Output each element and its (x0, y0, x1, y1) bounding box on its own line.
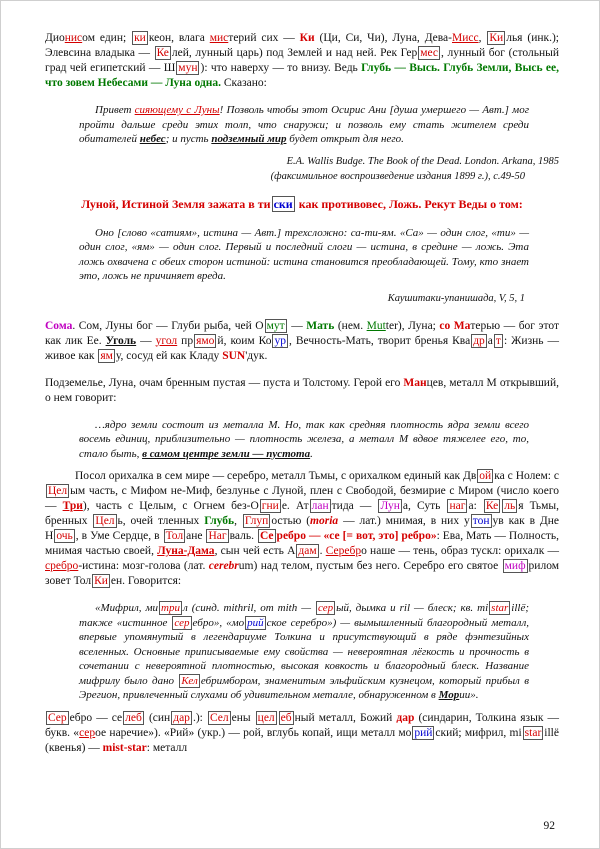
text-run: ым часть, с Мифом не-Миф, безлунье с Луной, плен с Свободой, безмирие с Миром (число коего — (45, 485, 562, 512)
text-run: Три (62, 500, 83, 512)
text-run: лья (инк.); Элевсина владыка — (45, 32, 562, 59)
paragraph-sereb (45, 711, 562, 756)
text-run: терий сих — (228, 32, 300, 44)
text-run: (нем. (334, 319, 367, 332)
text-run: ный металл, Божий (294, 711, 397, 724)
text-run: ане (186, 530, 206, 542)
text-run: Глуп (244, 515, 269, 527)
text-run: леб (125, 711, 142, 724)
text-run: E.A. Wallis Budge. The Book of the Dead. London. Arkana, 1985 (286, 155, 559, 167)
text-run: — лат.) мнимая, в них у (338, 515, 470, 527)
text-run: mist (102, 741, 124, 754)
text-run: кеон, влага (148, 32, 210, 44)
text-run: . Сом, Луны бог — Глуби рыба, чей О (72, 319, 264, 332)
text-run: сер (79, 726, 96, 739)
text-run: Сер (48, 711, 67, 724)
text-run: очь (56, 530, 73, 542)
text-run: Кел (181, 674, 198, 687)
text-run: ии». (459, 689, 479, 701)
paragraph-red-heading (45, 197, 559, 212)
text-run: ), часть с Целым, с Огнем без-О (82, 500, 259, 512)
text-run: мут (266, 319, 285, 332)
text-run: Се (259, 530, 274, 542)
text-run: ое наречие»). «Рий» (укр.) — рой, вглубь копай, ищи металл мо (95, 726, 412, 739)
text-run: ски (273, 196, 293, 211)
text-run: Сказано: (221, 77, 267, 89)
text-run: ебро — се (69, 711, 123, 724)
text-run: moria (310, 515, 339, 527)
text-run: — (287, 319, 307, 332)
text-run: - (123, 741, 128, 754)
text-run: рий (247, 616, 264, 629)
text-run: миф (504, 560, 526, 572)
text-run: : металл (146, 741, 188, 754)
text-run: , (234, 515, 242, 527)
text-run: ское серебро») — вымышленный благородный металл, впервые упомянутый в легендариуме Толкина и присутствующий в ряде фэнтезийных вселенных. Основные приписываемые ему свойства — невероятная лёгкость и прочность в сочетании с невероятной плотностью, высокая ковкость и благородный блеск. Название мифрилу было дано (79, 616, 532, 687)
text-run: Привет (95, 104, 135, 116)
text-run: ; и пусть (165, 133, 212, 145)
text-run: Оно [слово «сатиям», истина — Авт.] трехсложно: са-ти-ям. «Са» — один слог, «ти» — один слог, «ям» — один слог. Первый и последний слоги — истина, в средине — ложь. Эта ложь охвачена с обеих сторон истиной: истина становится преобладающей. Тому, кто знает это, ложь не причиняет вреда. (79, 226, 532, 282)
text-run: Глубь — Высь. Глубь Земли, Высь ее, что зовем Небесами — Луна одна. (45, 62, 562, 89)
paragraph-mithril-quote (79, 601, 532, 703)
text-run: «Мифрил, ми (95, 602, 159, 614)
text-run: Ке (156, 47, 169, 59)
text-run: ямо (196, 334, 215, 347)
text-run: star (524, 726, 542, 739)
text-run: . (310, 447, 313, 460)
text-run: . (319, 545, 326, 557)
text-run: валь. (229, 530, 257, 542)
text-run: угол (155, 334, 178, 347)
text-run: ! Позволь чтобы этот Осирис Ани [душа умершего — Авт.] мог пройти дальше среди этих толп, что снаружи; и позволь ему стать жителем среди обитателей (79, 104, 532, 145)
paragraph-budge-source-line1 (45, 155, 559, 168)
text-run: Посол орихалка в сем мире — серебро, металл Тьмы, с орихалком единый как Дв (75, 470, 477, 482)
paragraph-mancev (45, 376, 562, 406)
paragraph-soma (45, 319, 562, 364)
text-run: Ке (485, 500, 499, 512)
text-run: енья) — (59, 741, 103, 754)
text-run: дар (173, 711, 190, 724)
text-run: три (161, 602, 180, 614)
text-run: цел (257, 711, 275, 724)
text-run: Серебр (325, 545, 362, 557)
text-run: , сын чей есть А (214, 545, 296, 557)
text-run: Луной, Истиной Земля зажата в ти (81, 196, 271, 211)
text-run: Ки (489, 32, 504, 44)
text-run: о наше — тень, образ тускл: орихалк — (361, 545, 562, 557)
text-run: еб (280, 711, 292, 724)
text-run: тон (472, 515, 490, 527)
text-run: ены (231, 711, 255, 724)
text-run: мис (209, 32, 229, 44)
text-run: (син (144, 711, 171, 724)
text-run: ур (274, 334, 286, 347)
text-run: Тол (165, 530, 184, 542)
text-run: лан (311, 500, 329, 512)
text-run: Луна-Дама (157, 545, 215, 557)
text-run: cerebr (208, 560, 239, 572)
text-run: нис (64, 32, 83, 44)
text-run: тида — (331, 500, 378, 512)
text-run: рилом зовет Тол (45, 560, 562, 587)
text-run: ям (100, 349, 113, 362)
text-run: сребро (45, 560, 79, 572)
text-run: как противовес, Ложь. Рекут Веды о том: (295, 196, 523, 211)
paragraph-orichalcum (45, 469, 562, 589)
text-run: ка с Нолем: с (494, 470, 562, 482)
text-run: ен. Говорится: (110, 575, 182, 587)
text-run: ль (504, 500, 516, 512)
text-run: гни (261, 500, 279, 512)
text-run: ский; мифрил, mi (435, 726, 522, 739)
paragraph-veda-quote (79, 226, 532, 284)
text-run: ки (134, 32, 146, 44)
text-run: небес (139, 133, 166, 145)
text-run: (факсимильное воспроизведение издания 1899 г.), с.49-50 (270, 170, 525, 182)
text-run: Глубь (204, 515, 235, 527)
text-run: л (синд. mithril, от mith — (182, 602, 315, 614)
text-run: подземный мир (211, 133, 287, 145)
text-run: сер (174, 616, 190, 629)
text-run: дар (396, 711, 415, 724)
text-run: , в Уме Сердце, в (75, 530, 163, 542)
text-run: т (495, 334, 501, 347)
text-run: сияющему с Луны (134, 104, 220, 116)
page-number: 92 (543, 820, 555, 832)
text-run: ый, дымка и ril — блеск; кв. mi (336, 602, 489, 614)
text-run: .): (192, 711, 207, 724)
text-run: цев, металл М открывший, о нем говорит: (45, 376, 562, 404)
text-run: мун (178, 62, 198, 74)
text-run: …ядро земли состоит из металла М. Но, так как средняя плотность ядра земли всего восемь единиц, приблизительно — плотность железа, а металл М вдвое тяжелее его, то, стало быть, (79, 418, 532, 460)
text-run: Цел (48, 485, 68, 497)
text-run: : Ева, Мать — Полность, мнимая частью своей, (45, 530, 562, 557)
text-run: , лунный бог (стольный град чей египетский — Ш (45, 47, 562, 74)
text-run: а: (468, 500, 483, 512)
text-run: Мисс (452, 32, 479, 44)
text-run: сер (317, 602, 334, 614)
text-run: Цел (95, 515, 115, 527)
text-run: Дио (45, 32, 65, 44)
text-run: Уголь (105, 334, 137, 347)
text-run: остью ( (271, 515, 311, 527)
text-run: Мать (306, 319, 335, 332)
text-run: , (478, 32, 487, 44)
text-run: рий (414, 726, 433, 739)
text-run: ): что наверху — то внизу. Ведь (200, 62, 362, 74)
text-run: а, Суть (402, 500, 447, 512)
text-run: у, сосуд ей как Кладу (115, 349, 223, 362)
text-run: -истина: мозг-голова (лат. (78, 560, 209, 572)
text-run: др (473, 334, 485, 347)
text-run: й, коим Ко (217, 334, 272, 347)
paragraph-garin-quote (79, 418, 532, 462)
text-run: Мор (438, 689, 460, 701)
text-run: ter), Луна; (385, 319, 440, 332)
text-run: : Жизнь — живое как (45, 334, 562, 362)
text-run: Mut (366, 319, 386, 332)
text-run: ой (479, 470, 492, 482)
text-run: illё (кв (45, 726, 562, 754)
text-run: star (491, 602, 509, 614)
text-run: наг (449, 500, 466, 512)
text-run: Ки (94, 575, 108, 587)
text-run: Каушитаки-упанишада, V, 5, 1 (387, 292, 525, 304)
text-run: будет открыт для него. (286, 133, 404, 145)
text-run: ебримбором, знаменитым эльфийским кузнецом, который прибыл в Эрегион, привлеченный слухами об удивительном металле, обнаруженном в (79, 674, 532, 701)
paragraph-dionysus (45, 31, 562, 91)
paragraph-budge-quote (79, 103, 532, 147)
text-run: я Тьмы, бренных (45, 500, 562, 527)
text-run: дам (298, 545, 317, 557)
text-run: терью — бог этот как лик Ее. (45, 319, 562, 347)
text-run: в самом центре земли — пустота (142, 447, 311, 460)
text-run: Ки (299, 32, 315, 44)
text-run: Лун (380, 500, 400, 512)
text-run: а (487, 334, 493, 347)
text-run: ебро», «мо (192, 616, 245, 629)
text-run: Наг (208, 530, 227, 542)
text-run: (Ци, Си, Чи), Луна, Дева- (314, 32, 452, 44)
document-body (45, 31, 562, 756)
text-run: star (127, 741, 147, 754)
paragraph-budge-source-line2 (45, 170, 525, 183)
text-run: мес (420, 47, 439, 59)
text-run: е. Ат (281, 500, 309, 512)
text-run: со Ма (439, 319, 471, 332)
text-run: um) над телом, пустым без него. Серебро его святое (238, 560, 502, 572)
text-run: Сел (209, 711, 229, 724)
text-run: 'дук. (245, 349, 268, 362)
text-run: ув как в Дне Н (45, 515, 562, 542)
text-run: (синдарин, Толкина язык — букв. « (45, 711, 562, 739)
text-run: illё; также «истинное (79, 602, 532, 629)
text-run: Ман (403, 376, 427, 389)
text-run: — (136, 334, 156, 347)
text-run: , Вечность-Мать, творит бренья Ква (288, 334, 471, 347)
text-run: лей, лунный царь) под Землей и над ней. Рек Гер (171, 47, 418, 59)
text-run: SUN (222, 349, 246, 362)
text-run: ь, очей тленных (117, 515, 205, 527)
text-run: пр (177, 334, 194, 347)
paragraph-veda-source (45, 292, 525, 305)
text-run: Сома (45, 319, 73, 332)
text-run: ребро — «се [= вот, это] ребро» (276, 530, 437, 542)
text-run: Подземелье, Луна, очам бренным пустая — пуста и Толстому. Герой его (45, 376, 404, 389)
text-run: ом един; (82, 32, 132, 44)
